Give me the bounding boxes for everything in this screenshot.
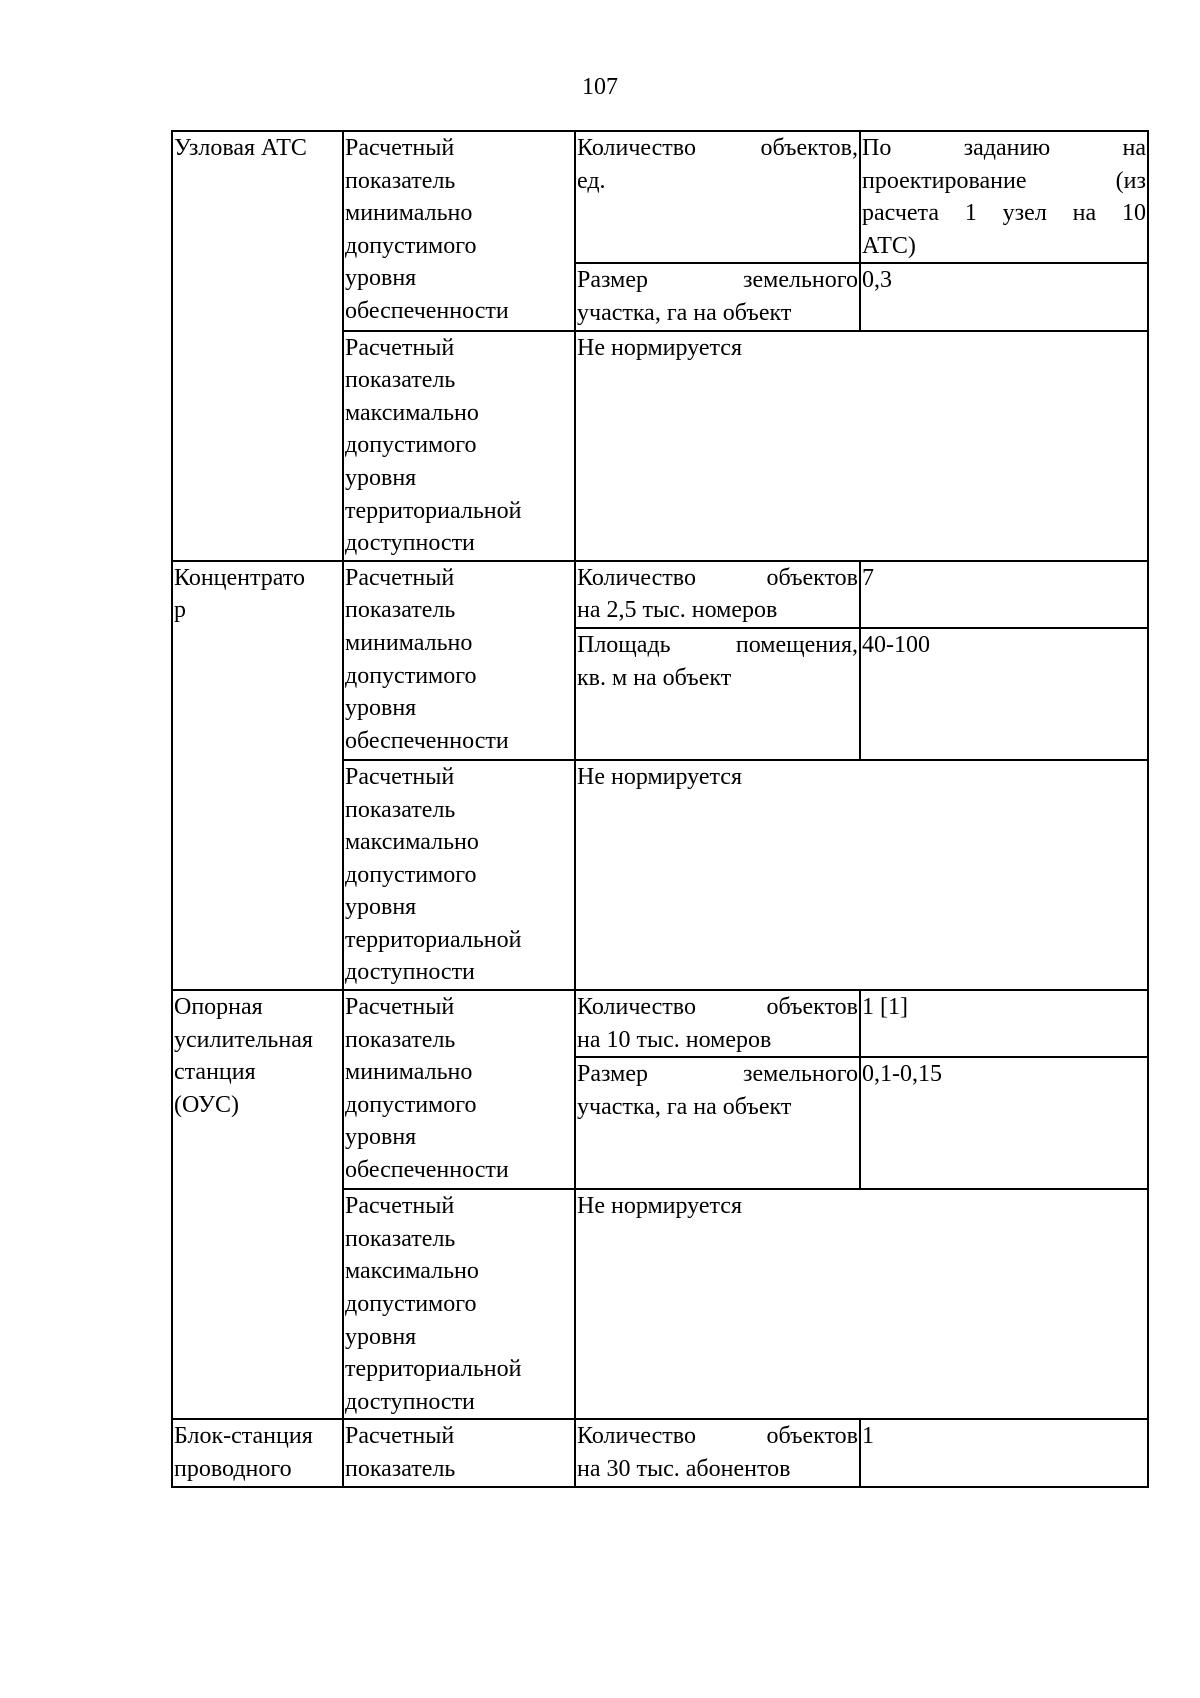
object-name-cell: Концентрато р (172, 561, 343, 990)
parameter-value-cell: По заданию на проектирование (из расчета 1 узел на 10 АТС) (860, 131, 1148, 263)
indicator-min-cell: Расчетный показатель минимально допустимого уровня обеспеченности (343, 990, 575, 1189)
not-normalized-cell: Не нормируется (575, 1189, 1148, 1419)
parameter-value-cell: 1 (860, 1419, 1148, 1486)
object-name: Узловая АТС (174, 135, 307, 161)
parameter-value-cell: 7 (860, 561, 1148, 628)
table-row (172, 990, 1148, 1057)
parameter-name-cell: Размер земельного участка, га на объект (575, 263, 860, 330)
parameter-name-cell: Площадь помещения, кв. м на объект (575, 628, 860, 760)
table-row (172, 1419, 1148, 1486)
table-row (172, 561, 1148, 628)
object-name-cell: Опорная усилительная станция (ОУС) (172, 990, 343, 1419)
table-row (172, 131, 1148, 263)
parameter-name-cell: Количество объектов, ед. (575, 131, 860, 263)
parameter-value-cell: 0,1-0,15 (860, 1057, 1148, 1189)
parameter-value-cell: 1 [1] (860, 990, 1148, 1057)
indicator-max-cell: Расчетный показатель максимально допустимого уровня территориальной доступности (343, 1189, 575, 1419)
parameter-value-cell: 40-100 (860, 628, 1148, 760)
not-normalized-cell: Не нормируется (575, 331, 1148, 561)
indicator-min-cell: Расчетный показатель минимально допустимого уровня обеспеченности (343, 561, 575, 760)
norms-table (171, 130, 1149, 1488)
parameter-name-cell: Количество объектов на 10 тыс. номеров (575, 990, 860, 1057)
indicator-max-cell: Расчетный показатель максимально допустимого уровня территориальной доступности (343, 331, 575, 561)
parameter-name-cell: Количество объектов на 2,5 тыс. номеров (575, 561, 860, 628)
parameter-name-cell: Размер земельного участка, га на объект (575, 1057, 860, 1189)
parameter-value-cell: 0,3 (860, 263, 1148, 330)
indicator-min-cell: Расчетный показатель (343, 1419, 575, 1486)
page-number: 107 (582, 74, 618, 100)
not-normalized-cell: Не нормируется (575, 760, 1148, 990)
indicator-max-cell: Расчетный показатель максимально допустимого уровня территориальной доступности (343, 760, 575, 990)
parameter-name-cell: Количество объектов на 30 тыс. абонентов (575, 1419, 860, 1486)
object-name-cell (172, 131, 343, 561)
object-name-cell: Блок-станция проводного (172, 1419, 343, 1486)
indicator-min-cell: Расчетный показатель минимально допустимого уровня обеспеченности (343, 131, 575, 331)
